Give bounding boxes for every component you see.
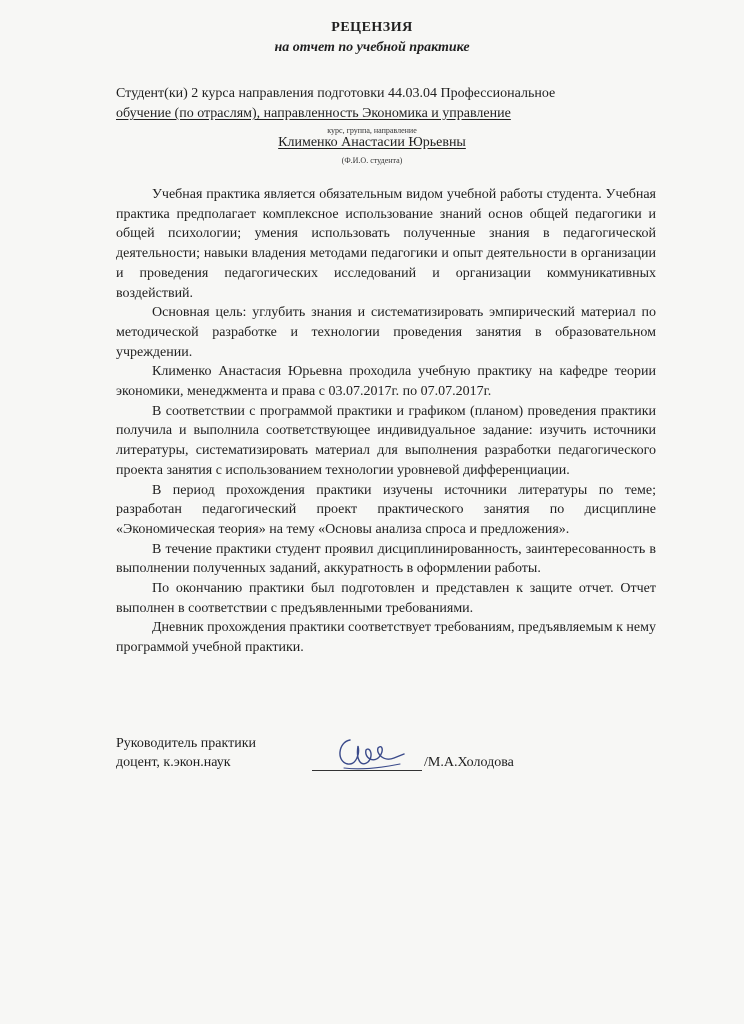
student-name: Клименко Анастасии Юрьевны <box>278 135 466 150</box>
signature-role-line-1: Руководитель практики <box>116 736 257 751</box>
document-title: РЕЦЕНЗИЯ <box>331 20 413 35</box>
handwritten-signature <box>330 728 410 778</box>
signature-role-line-2: доцент, к.экон.наук <box>116 755 231 770</box>
student-line-2: обучение (по отраслям), направленность Экономика и управление <box>116 106 511 121</box>
paragraph: Дневник прохождения практики соответствует требованиям, предъявляемым к нему программой учебной практики. <box>116 620 656 656</box>
supervisor-name: /М.А.Холодова <box>424 755 514 770</box>
caption-fio: (Ф.И.О. студента) <box>341 156 403 165</box>
document-subtitle: на отчет по учебной практике <box>274 40 470 55</box>
review-body <box>116 185 656 658</box>
paragraph: Основная цель: углубить знания и систематизировать эмпирический материал по методической разработке и технологии проведения занятия в образовательном учреждении. <box>116 305 656 360</box>
caption-course: курс, группа, направление <box>327 126 417 135</box>
paragraph: В соответствии с программой практики и графиком (планом) проведения практики получила и выполнила соответствующее индивидуальное задание: изучить источники литературы, систематизировать материал для выполнения разработки педагогического проекта занятия с использованием технологии уровневой дифференциации. <box>116 403 656 478</box>
paragraph: В период прохождения практики изучены источники литературы по теме; разработан педагогический проект практического занятия по дисциплине «Экономическая теория» на тему «Основы анализа спроса и предложения». <box>116 482 656 537</box>
paragraph: По окончанию практики был подготовлен и представлен к защите отчет. Отчет выполнен в соответствии с предъявленными требованиями. <box>116 581 656 616</box>
paragraph: В течение практики студент проявил дисциплинированность, заинтересованность в выполнении полученных заданий, аккуратность в оформлении работы. <box>116 541 656 577</box>
paragraph: Учебная практика является обязательным видом учебной работы студента. Учебная практика предполагает комплексное использование знаний основ общей педагогики и общей психологии; умения использовать полученные знания в педагогической деятельности; навыки владения методами педагогики и опыт деятельности в организации и проведения педагогических исследований и организации коммуникативных воздействий. <box>116 187 656 301</box>
student-line-1: Студент(ки) 2 курса направления подготовки 44.03.04 Профессиональное <box>116 86 556 101</box>
paragraph: Клименко Анастасия Юрьевна проходила учебную практику на кафедре теории экономики, менеджмента и права с 03.07.2017г. по 07.07.2017г. <box>116 364 656 400</box>
